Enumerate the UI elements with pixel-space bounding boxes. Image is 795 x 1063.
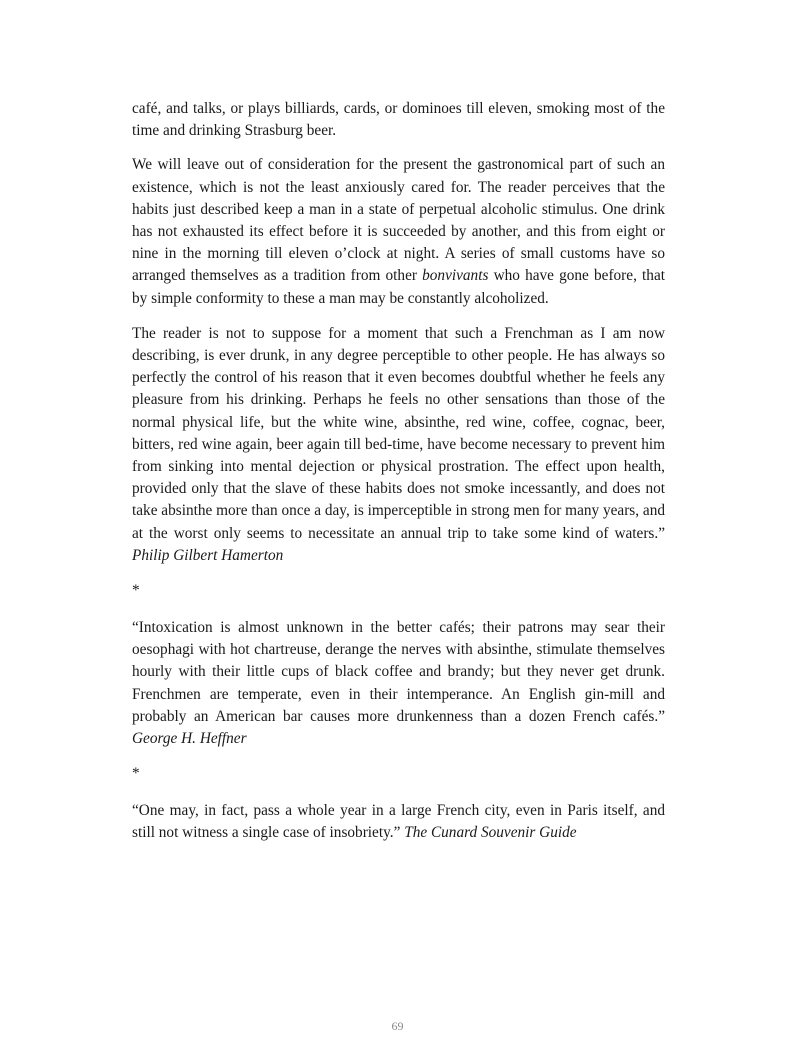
paragraph-text: café, and talks, or plays billiards, cards, or dominoes till eleven, smoking most of the time and drinking Strasburg beer.	[132, 100, 665, 140]
page-number: 69	[391, 1019, 404, 1033]
quote-intoxication	[132, 617, 665, 750]
paragraph-text: We will leave out of consideration for the present the gastronomical part of such an existence, which is not the least anxiously cared for. The reader perceives that the habits just described keep a man in a state of perpetual alcoholic stimulus. One drink has not exhausted its effect before it is succeeded by another, and this from eight or nine in the morning till eleven o’clock at night. A series of small customs have so arranged themselves as a tradition from other	[132, 156, 665, 285]
section-separator: *	[132, 582, 140, 600]
paragraph-never-drunk	[132, 323, 665, 567]
paragraph-alcoholic-stimulus	[132, 154, 665, 309]
paragraph-text: The reader is not to suppose for a moment that such a Frenchman as I am now describing, is ever drunk, in any degree perceptible to other people. He has always so perfectly the control of his reason that it even becomes doubtful whether he feels any pleasure from his drinking. Perhaps he feels no other sensations than those of the normal physical life, but the white wine, absinthe, red wine, coffee, cognac, beer, bitters, red wine again, beer again till bed-time, have become necessary to prevent him from sinking into mental dejection or physical prostration. The effect upon health, provided only that the slave of these habits does not smoke incessantly, and does not take absinthe more than once a day, is imperceptible in strong men for many years, and at the worst only seems to necessitate an annual trip to take some kind of waters.”	[132, 324, 665, 542]
quote-attribution: Philip Gilbert Hamerton	[132, 546, 284, 564]
page-body	[132, 98, 665, 858]
paragraph-cafe-habits	[132, 98, 665, 142]
quote-text: “One may, in fact, pass a whole year in a large French city, even in Paris itself, and still not witness a single case of insobriety.”	[132, 802, 665, 842]
quote-text: “Intoxication is almost unknown in the better cafés; their patrons may sear their oesophagi with hot chartreuse, derange the nerves with absinthe, stimulate themselves hourly with their little cups of black coffee and brandy; but they never get drunk. Frenchmen are temperate, even in their intemperance. An English gin-mill and probably an American bar causes more drunkenness than a dozen French cafés.”	[132, 619, 665, 725]
quote-insobriety	[132, 800, 665, 844]
section-separator: *	[132, 765, 140, 783]
paragraph-text: who have gone before, that by simple conformity to these a man may be constantly alcoholized.	[132, 267, 665, 307]
quote-attribution: George H. Heffner	[132, 730, 247, 748]
italic-term: bonvivants	[422, 267, 489, 285]
quote-attribution: The Cunard Souvenir Guide	[404, 824, 577, 842]
